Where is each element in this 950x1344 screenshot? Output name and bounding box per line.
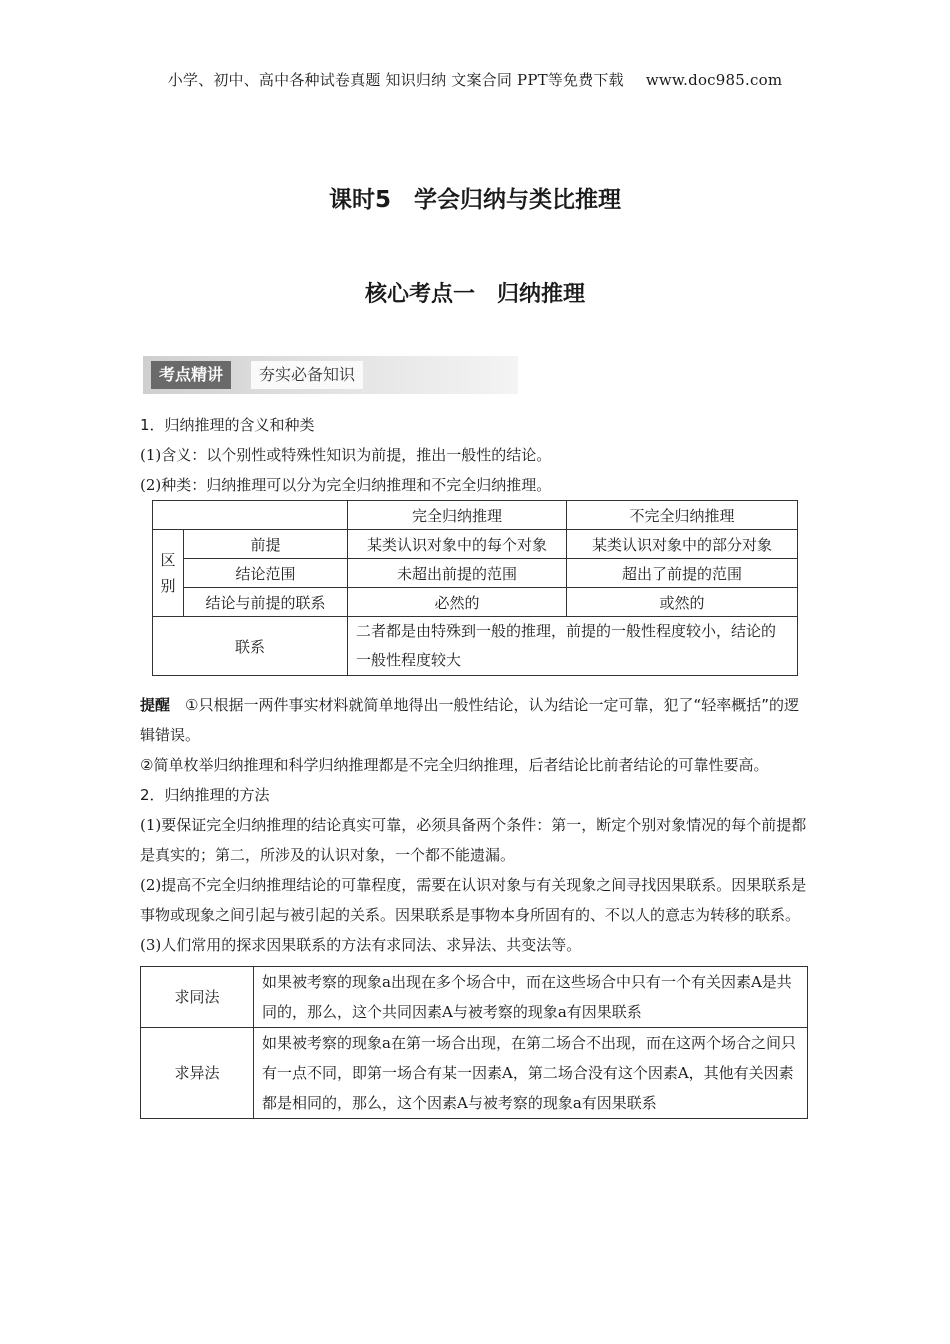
table-cell: 某类认识对象中的部分对象 bbox=[567, 530, 798, 559]
method-name: 求同法 bbox=[141, 967, 254, 1028]
page-header bbox=[0, 69, 950, 90]
table-cell: 二者都是由特殊到一般的推理，前提的一般性程度较小，结论的一般性程度较大 bbox=[348, 617, 798, 676]
paragraph: (1)含义：以个别性或特殊性知识为前提，推出一般性的结论。 bbox=[140, 446, 552, 464]
table-cell-empty bbox=[153, 501, 348, 530]
paragraph: (2)提高不完全归纳推理结论的可靠程度，需要在认识对象与有关现象之间寻找因果联系。因果联系是事物或现象之间引起与被引起的关系。因果联系是事物本身所固有的、不以人的意志为转移的联系。 bbox=[140, 876, 807, 924]
method-description: 如果被考察的现象a在第一场合出现，在第二场合不出现，而在这两个场合之间只有一点不同，即第一场合有某一因素A，第二场合没有这个因素A，其他有关因素都是相同的，那么，这个因素A与被考察的现象a有因果联系 bbox=[254, 1028, 808, 1119]
paragraph: (2)种类：归纳推理可以分为完全归纳推理和不完全归纳推理。 bbox=[140, 476, 552, 494]
document-body bbox=[140, 410, 810, 1119]
table-row bbox=[141, 967, 808, 1028]
reminder-paragraph: ②简单枚举归纳推理和科学归纳推理都是不完全归纳推理，后者结论比前者结论的可靠性要高。 bbox=[140, 756, 769, 774]
row-label: 结论范围 bbox=[184, 559, 348, 588]
reminder-text: ①只根据一两件事实材料就简单地得出一般性结论，认为结论一定可靠，犯了“轻率概括”的逻辑错误。 bbox=[140, 696, 800, 744]
table-row bbox=[153, 588, 798, 617]
row-label: 结论与前提的联系 bbox=[184, 588, 348, 617]
reminder-label: 提醒 bbox=[140, 696, 171, 714]
heading-1: 1．归纳推理的含义和种类 bbox=[140, 416, 315, 434]
section-title: 核心考点一 归纳推理 bbox=[364, 282, 585, 307]
banner-label-secondary: 夯实必备知识 bbox=[251, 361, 363, 389]
methods-table bbox=[140, 966, 808, 1119]
lesson-title: 课时5 学会归纳与类比推理 bbox=[328, 187, 621, 213]
table-row bbox=[153, 617, 798, 676]
comparison-table bbox=[152, 500, 798, 676]
banner-label-primary: 考点精讲 bbox=[151, 361, 231, 389]
table-header: 完全归纳推理 bbox=[348, 501, 567, 530]
table-header: 不完全归纳推理 bbox=[567, 501, 798, 530]
table-cell: 某类认识对象中的每个对象 bbox=[348, 530, 567, 559]
table-row bbox=[141, 1028, 808, 1119]
table-row bbox=[153, 559, 798, 588]
heading-2: 2．归纳推理的方法 bbox=[140, 786, 270, 804]
table-cell: 或然的 bbox=[567, 588, 798, 617]
row-label: 联系 bbox=[153, 617, 348, 676]
reminder-paragraph bbox=[140, 690, 810, 750]
table-row bbox=[153, 501, 798, 530]
table-cell: 未超出前提的范围 bbox=[348, 559, 567, 588]
paragraph: (3)人们常用的探求因果联系的方法有求同法、求异法、共变法等。 bbox=[140, 936, 582, 954]
row-label: 前提 bbox=[184, 530, 348, 559]
group-label: 区别 bbox=[153, 530, 184, 617]
method-name: 求异法 bbox=[141, 1028, 254, 1119]
section-banner bbox=[143, 356, 518, 394]
table-cell: 超出了前提的范围 bbox=[567, 559, 798, 588]
header-text: 小学、初中、高中各种试卷真题 知识归纳 文案合同 PPT等免费下载 bbox=[167, 71, 624, 89]
method-description: 如果被考察的现象a出现在多个场合中，而在这些场合中只有一个有关因素A是共同的，那么，这个共同因素A与被考察的现象a有因果联系 bbox=[254, 967, 808, 1028]
header-site-link[interactable]: www.doc985.com bbox=[645, 71, 783, 89]
table-row bbox=[153, 530, 798, 559]
paragraph: (1)要保证完全归纳推理的结论真实可靠，必须具备两个条件：第一，断定个别对象情况的每个前提都是真实的；第二，所涉及的认识对象，一个都不能遗漏。 bbox=[140, 816, 807, 864]
table-cell: 必然的 bbox=[348, 588, 567, 617]
